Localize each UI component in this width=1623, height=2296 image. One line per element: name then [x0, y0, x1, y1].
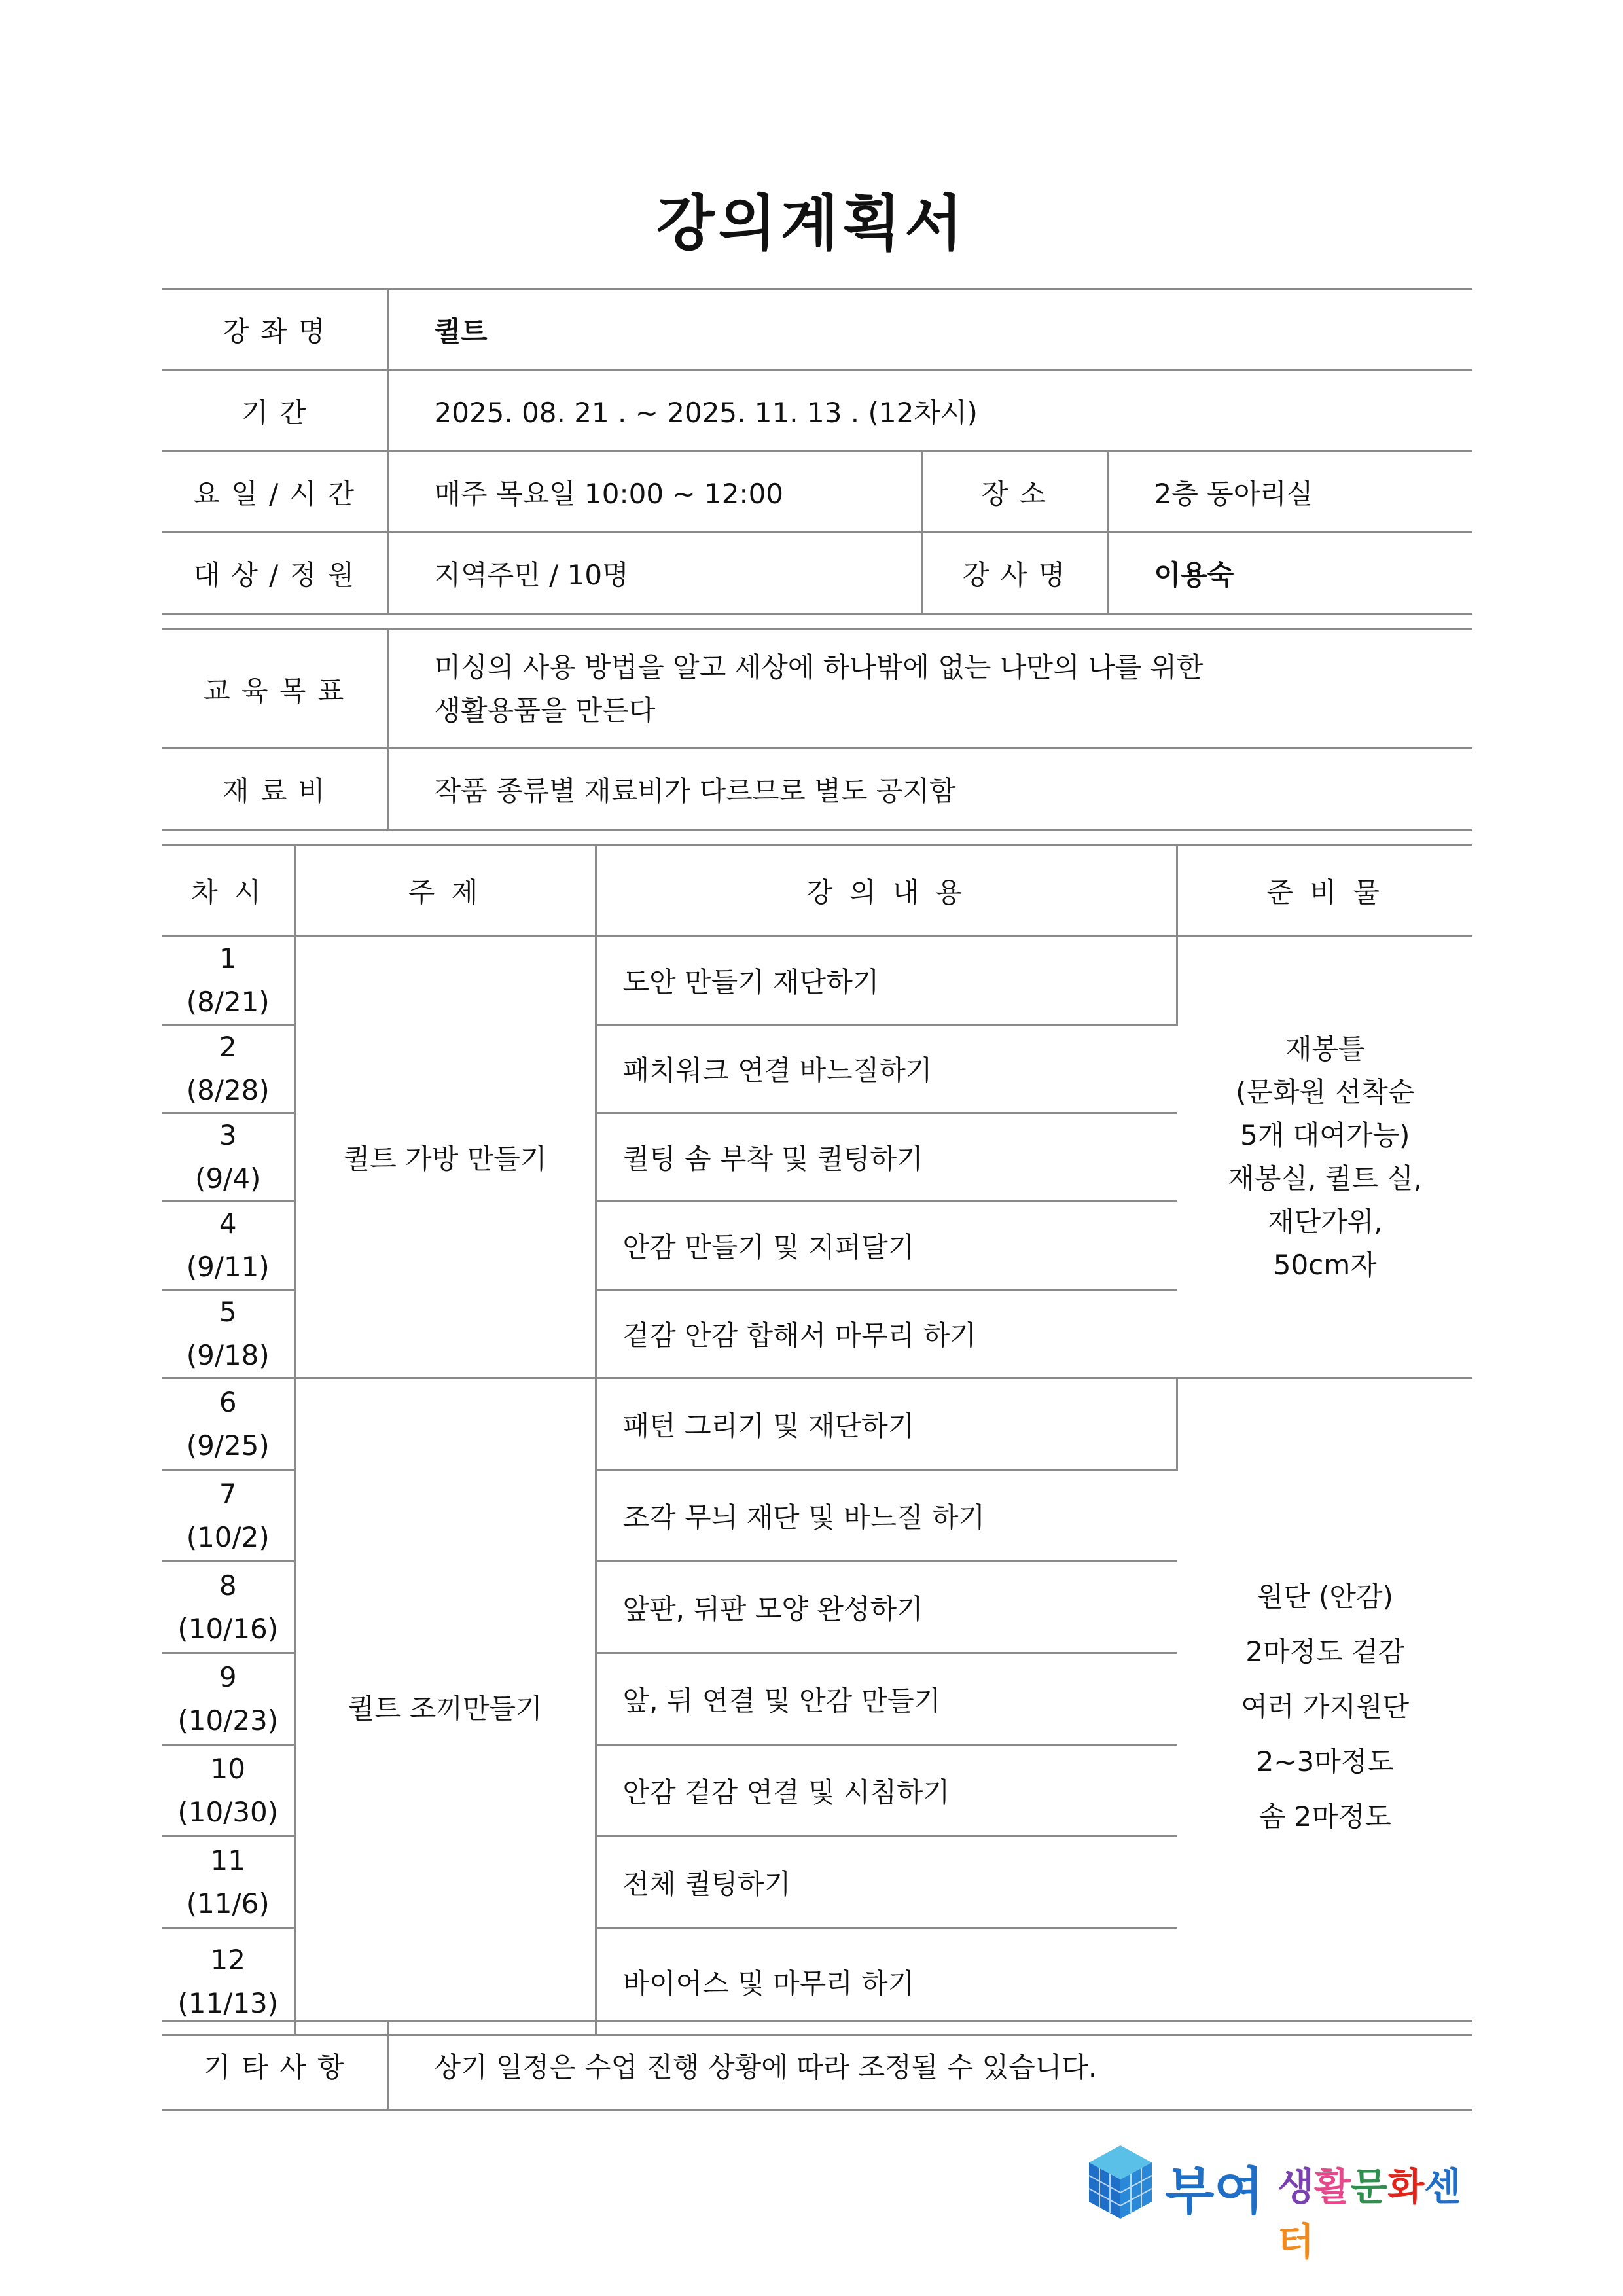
course-row: [162, 289, 1472, 370]
prep-bag: 재봉틀 (문화원 선착순 5개 대여가능) 재봉실, 퀼트 실, 재단가위, 50cm자: [1177, 937, 1472, 1378]
content-cell: 앞판, 뒤판 모양 완성하기: [596, 1562, 1177, 1653]
target-label: 대 상 / 정 원: [162, 533, 387, 614]
table-row: [162, 937, 1472, 1025]
content-cell: 패턴 그리기 및 재단하기: [596, 1378, 1177, 1470]
etc-value: 상기 일정은 수업 진행 상황에 따라 조정될 수 있습니다.: [387, 2021, 1472, 2110]
content-cell: 조각 무늬 재단 및 바느질 하기: [596, 1470, 1177, 1562]
session-cell: 6 (9/25): [162, 1378, 294, 1470]
prep-vest: 원단 (안감) 2마정도 겉감 여러 가지원단 2~3마정도 솜 2마정도: [1177, 1378, 1472, 2036]
session-cell: 5 (9/18): [162, 1290, 294, 1378]
header-session: 차 시: [162, 846, 294, 937]
table-row: [162, 1378, 1472, 1470]
period-label: 기 간: [162, 370, 387, 452]
fee-row: [162, 749, 1472, 830]
session-cell: 1 (8/21): [162, 937, 294, 1025]
goal-row: [162, 630, 1472, 749]
schedule-table: [162, 844, 1472, 2036]
logo-main-text: 부여: [1165, 2162, 1264, 2221]
content-cell: 패치워크 연결 바느질하기: [596, 1025, 1177, 1113]
session-cell: 11 (11/6): [162, 1837, 294, 1928]
goal-line-2: 생활용품을 만든다: [434, 694, 656, 726]
place-label: 장 소: [921, 452, 1107, 533]
content-cell: 도안 만들기 재단하기: [596, 937, 1177, 1025]
fee-label: 재 료 비: [162, 749, 387, 830]
schedule-header: [162, 846, 1472, 937]
session-cell: 9 (10/23): [162, 1653, 294, 1745]
time-row: [162, 452, 1472, 533]
place-value: 2층 동아리실: [1107, 452, 1472, 533]
instructor-label: 강 사 명: [921, 533, 1107, 614]
page-title: 강의계획서: [656, 188, 967, 259]
target-value: 지역주민 / 10명: [387, 533, 921, 614]
session-cell: 8 (10/16): [162, 1562, 294, 1653]
topic-vest: 퀼트 조끼만들기: [294, 1378, 596, 2036]
center-logo: [1086, 2140, 1479, 2264]
session-cell: 10 (10/30): [162, 1745, 294, 1837]
instructor-value: 이용숙: [1107, 533, 1472, 614]
header-prep: 준 비 물: [1177, 846, 1472, 937]
header-topic: 주 제: [294, 846, 596, 937]
etc-table: [162, 2020, 1472, 2111]
period-row: [162, 370, 1472, 452]
course-label: 강 좌 명: [162, 289, 387, 370]
time-label: 요 일 / 시 간: [162, 452, 387, 533]
topic-bag: 퀼트 가방 만들기: [294, 937, 596, 1378]
course-info-table: [162, 288, 1472, 615]
content-cell: 안감 만들기 및 지퍼달기: [596, 1202, 1177, 1290]
session-cell: 7 (10/2): [162, 1470, 294, 1562]
session-cell: 3 (9/4): [162, 1113, 294, 1202]
content-cell: 앞, 뒤 연결 및 안감 만들기: [596, 1653, 1177, 1745]
target-row: [162, 533, 1472, 614]
goal-line-1: 미싱의 사용 방법을 알고 세상에 하나밖에 없는 나만의 나를 위한: [434, 651, 1204, 683]
session-cell: 12 (11/13): [162, 1928, 294, 2036]
content-cell: 안감 겉감 연결 및 시침하기: [596, 1745, 1177, 1837]
session-cell: 2 (8/28): [162, 1025, 294, 1113]
content-cell: 전체 퀼팅하기: [596, 1837, 1177, 1928]
header-content: 강 의 내 용: [596, 846, 1177, 937]
etc-row: [162, 2021, 1472, 2110]
goal-value: [387, 630, 1472, 749]
etc-label: 기 타 사 항: [162, 2021, 387, 2110]
fee-value: 작품 종류별 재료비가 다르므로 별도 공지함: [387, 749, 1472, 830]
goal-label: 교 육 목 표: [162, 630, 387, 749]
logo-sub-text: 생활문화센터: [1277, 2164, 1461, 2264]
content-cell: 바이어스 및 마무리 하기: [596, 1928, 1177, 2036]
period-value: 2025. 08. 21 . ~ 2025. 11. 13 . (12차시): [387, 370, 1472, 452]
cube-icon: [1086, 2143, 1154, 2221]
content-cell: 퀼팅 솜 부착 및 퀼팅하기: [596, 1113, 1177, 1202]
session-cell: 4 (9/11): [162, 1202, 294, 1290]
course-value: 퀼트: [387, 289, 1472, 370]
time-value: 매주 목요일 10:00 ~ 12:00: [387, 452, 921, 533]
goals-table: [162, 628, 1472, 831]
content-cell: 겉감 안감 합해서 마무리 하기: [596, 1290, 1177, 1378]
